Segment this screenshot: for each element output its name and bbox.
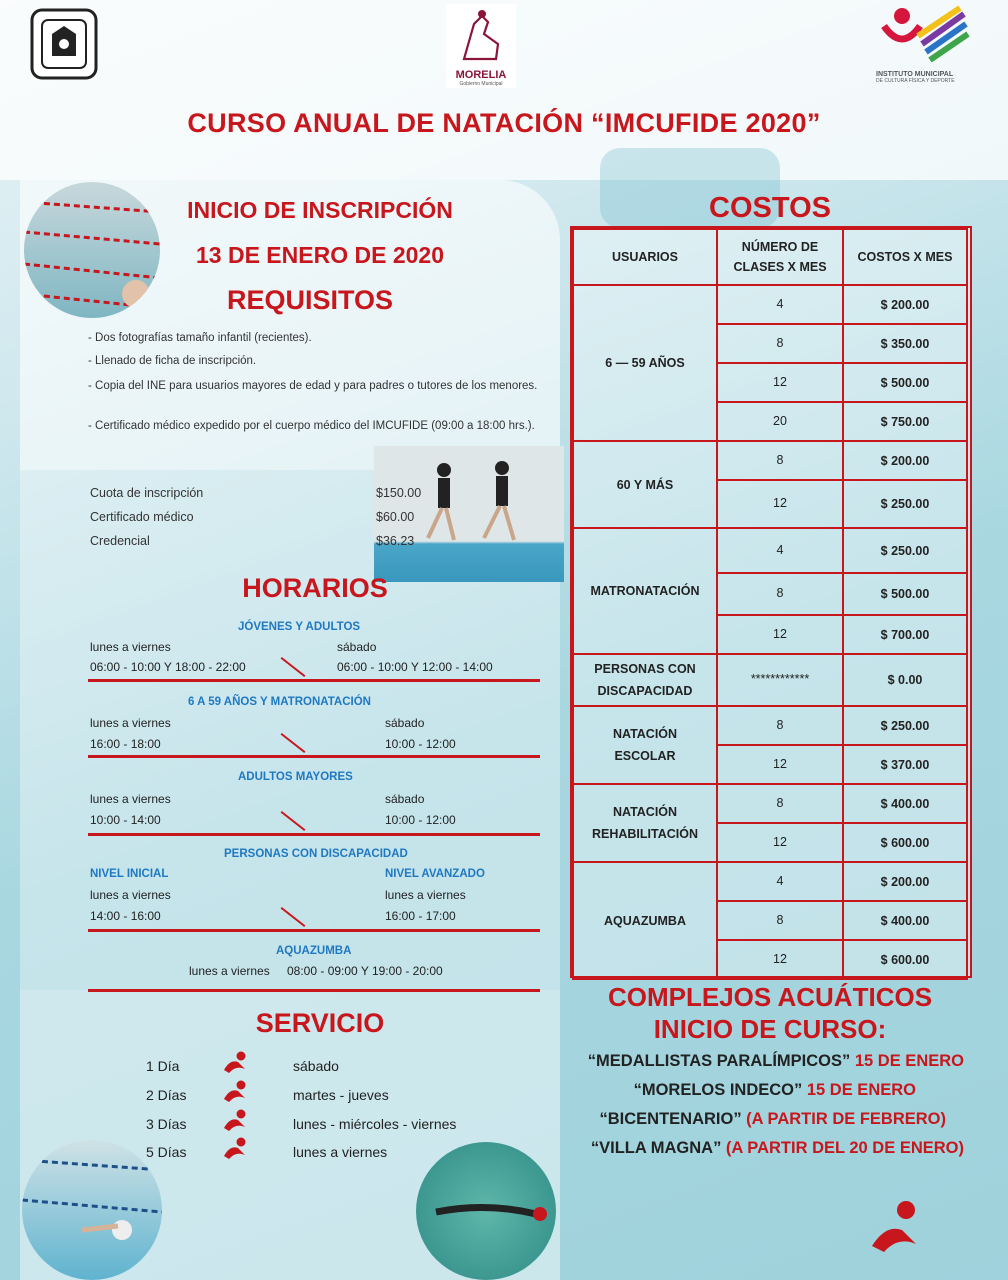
fee-value: $150.00 <box>376 486 422 500</box>
swimmer-logo-icon <box>868 1196 928 1256</box>
cost-column-divider <box>716 705 718 783</box>
requirements-heading: REQUISITOS <box>226 285 394 315</box>
fee-value: $60.00 <box>376 510 415 524</box>
cost-price-cell: $ 500.00 <box>842 362 968 403</box>
cost-table <box>570 226 972 978</box>
divider-line <box>88 989 540 992</box>
cost-classes-cell: 12 <box>716 939 844 980</box>
registration-start-date: 13 DE ENERO DE 2020 <box>195 242 444 268</box>
service-days: 3 Días <box>146 1116 187 1132</box>
complex-item <box>634 1081 916 1100</box>
complex-name: “BICENTENARIO” <box>599 1110 742 1128</box>
cost-price-cell: $ 0.00 <box>842 653 968 707</box>
schedule-weekday-time: 10:00 - 14:00 <box>90 813 161 827</box>
university-seal-logo <box>28 6 100 82</box>
schedule-weekday-label: lunes a viernes <box>90 640 171 654</box>
cost-classes-cell: 4 <box>716 527 844 574</box>
cost-classes-cell: 20 <box>716 401 844 442</box>
cost-user-group-cell: PERSONAS CON DISCAPACIDAD <box>572 653 718 707</box>
schedule-weekday-label: lunes a viernes <box>90 792 171 806</box>
cost-user-group-cell: AQUAZUMBA <box>572 861 718 980</box>
complex-date: (A PARTIR DEL 20 DE ENERO) <box>721 1139 964 1157</box>
cost-classes-cell: ************ <box>716 653 844 707</box>
cost-user-group-cell: NATACIÓN REHABILITACIÓN <box>572 783 718 863</box>
cost-header-users: USUARIOS <box>572 228 718 286</box>
cost-column-divider <box>716 861 718 978</box>
morelia-logo-text: MORELIA <box>455 69 507 81</box>
swimmer-photo-left <box>22 1140 162 1280</box>
cost-user-group-cell: 60 Y MÁS <box>572 440 718 529</box>
divider-line <box>88 755 540 758</box>
service-days: 5 Días <box>146 1144 187 1160</box>
cost-classes-cell: 8 <box>716 440 844 481</box>
cost-column-divider <box>716 440 718 527</box>
cost-user-group-cell: 6 — 59 AÑOS <box>572 284 718 442</box>
service-schedule: martes - jueves <box>293 1087 389 1103</box>
cost-classes-cell: 8 <box>716 900 844 941</box>
cost-price-cell: $ 370.00 <box>842 744 968 785</box>
schedule-group-title: JÓVENES Y ADULTOS <box>238 621 361 633</box>
schedules-heading: HORARIOS <box>242 573 388 603</box>
divider-line <box>88 833 540 836</box>
schedule-weekday-label: lunes a viernes <box>90 716 171 730</box>
course-start-heading: INICIO DE CURSO: <box>653 1014 887 1044</box>
swimmer-icon <box>222 1050 250 1074</box>
registration-start-heading: INICIO DE INSCRIPCIÓN <box>187 197 453 223</box>
cost-price-cell: $ 250.00 <box>842 479 968 529</box>
requirement-item: - Dos fotografías tamaño infantil (recientes). <box>88 332 312 344</box>
page-title: CURSO ANUAL DE NATACIÓN “IMCUFIDE 2020” <box>187 108 821 138</box>
complex-date: (A PARTIR DE FEBRERO) <box>741 1110 946 1128</box>
divider-line <box>88 929 540 932</box>
requirement-item: - Certificado médico expedido por el cuerpo médico del IMCUFIDE (09:00 a 18:00 hrs.). <box>88 420 535 432</box>
costs-heading: COSTOS <box>709 192 831 224</box>
complex-name: “VILLA MAGNA” <box>590 1139 722 1157</box>
complex-name: “MEDALLISTAS PARALÍMPICOS” <box>587 1052 851 1070</box>
cost-classes-cell: 8 <box>716 783 844 824</box>
fee-label: Certificado médico <box>90 510 194 524</box>
complex-item <box>591 1139 964 1158</box>
schedule-saturday-label: sábado <box>385 792 425 806</box>
service-days: 1 Día <box>146 1058 180 1074</box>
schedule-group-title: AQUAZUMBA <box>276 945 352 957</box>
schedule-level-heading: NIVEL INICIAL <box>90 868 169 880</box>
fee-label: Credencial <box>90 534 150 548</box>
cost-classes-cell: 4 <box>716 284 844 325</box>
cost-classes-cell: 12 <box>716 479 844 529</box>
complex-date: 15 DE ENERO <box>850 1052 964 1070</box>
cost-classes-cell: 12 <box>716 822 844 863</box>
cost-price-cell: $ 750.00 <box>842 401 968 442</box>
fee-row <box>90 510 415 524</box>
schedule-weekday-time: 16:00 - 18:00 <box>90 737 161 751</box>
cost-price-cell: $ 400.00 <box>842 900 968 941</box>
divider-line <box>88 679 540 682</box>
fee-row <box>90 534 415 548</box>
cost-column-divider <box>716 653 718 705</box>
cost-price-cell: $ 250.00 <box>842 527 968 574</box>
cost-price-cell: $ 600.00 <box>842 939 968 980</box>
cost-column-divider <box>716 284 718 440</box>
cost-price-cell: $ 400.00 <box>842 783 968 824</box>
service-heading: SERVICIO <box>255 1008 385 1038</box>
cost-classes-cell: 12 <box>716 744 844 785</box>
schedule-weekday-label: lunes a viernes <box>385 888 466 902</box>
complex-item <box>588 1052 964 1071</box>
schedule-group-title: PERSONAS CON DISCAPACIDAD <box>224 848 408 860</box>
cost-column-divider <box>716 783 718 861</box>
cost-classes-cell: 8 <box>716 323 844 364</box>
schedule-weekday-time: 14:00 - 16:00 <box>90 909 161 923</box>
requirement-item: - Llenado de ficha de inscripción. <box>88 355 257 367</box>
cost-price-cell: $ 350.00 <box>842 323 968 364</box>
cost-price-cell: $ 200.00 <box>842 861 968 902</box>
service-days: 2 Días <box>146 1087 187 1103</box>
cost-price-cell: $ 600.00 <box>842 822 968 863</box>
schedule-group-title: 6 A 59 AÑOS Y MATRONATACIÓN <box>188 696 371 708</box>
morelia-logo <box>446 4 516 88</box>
swimmer-icon <box>222 1136 250 1160</box>
cost-header-cost: COSTOS X MES <box>842 228 968 286</box>
schedule-weekday-label: lunes a viernes <box>90 888 171 902</box>
cost-price-cell: $ 700.00 <box>842 614 968 655</box>
cost-classes-cell: 8 <box>716 705 844 746</box>
schedule-weekday-label: lunes a viernes <box>189 964 270 978</box>
schedule-saturday-time: 10:00 - 12:00 <box>385 737 456 751</box>
cost-user-group-cell: NATACIÓN ESCOLAR <box>572 705 718 785</box>
imcufide-logo-text: INSTITUTO MUNICIPAL <box>876 71 954 78</box>
fee-label: Cuota de inscripción <box>90 486 204 500</box>
schedule-weekday-time: 08:00 - 09:00 Y 19:00 - 20:00 <box>287 964 443 978</box>
complex-date: 15 DE ENERO <box>802 1081 916 1099</box>
schedule-weekday-time: 16:00 - 17:00 <box>385 909 456 923</box>
service-schedule: lunes a viernes <box>293 1144 388 1160</box>
imcufide-logo <box>876 4 972 94</box>
cost-classes-cell: 4 <box>716 861 844 902</box>
cost-classes-cell: 12 <box>716 614 844 655</box>
swimmer-icon <box>222 1079 250 1103</box>
service-schedule: sábado <box>293 1058 339 1074</box>
complex-name: “MORELOS INDECO” <box>633 1081 803 1099</box>
morelia-logo-subtext: Gobierno Municipal <box>459 81 503 87</box>
cost-header-classes: NÚMERO DE CLASES X MES <box>716 228 844 286</box>
swimmer-icon <box>222 1108 250 1132</box>
swimmer-photo-right <box>416 1142 556 1280</box>
schedule-saturday-time: 10:00 - 12:00 <box>385 813 456 827</box>
cost-price-cell: $ 500.00 <box>842 572 968 616</box>
schedule-weekday-time: 06:00 - 10:00 Y 18:00 - 22:00 <box>90 660 246 674</box>
pool-lanes-photo <box>24 182 160 318</box>
fee-row <box>90 486 422 500</box>
requirement-item: - Copia del INE para usuarios mayores de edad y para padres o tutores de los menores. <box>88 380 538 392</box>
aquatic-complexes-heading: COMPLEJOS ACUÁTICOS <box>607 982 933 1012</box>
cost-classes-cell: 12 <box>716 362 844 403</box>
fee-value: $36.23 <box>376 534 415 548</box>
cost-price-cell: $ 200.00 <box>842 284 968 325</box>
cost-price-cell: $ 200.00 <box>842 440 968 481</box>
schedule-saturday-label: sábado <box>385 716 425 730</box>
schedule-saturday-time: 06:00 - 10:00 Y 12:00 - 14:00 <box>337 660 493 674</box>
schedule-saturday-label: sábado <box>337 640 377 654</box>
imcufide-logo-subtext: DE CULTURA FÍSICA Y DEPORTE <box>876 78 955 84</box>
cost-column-divider <box>716 527 718 653</box>
schedule-group-title: ADULTOS MAYORES <box>238 771 353 783</box>
service-schedule: lunes - miércoles - viernes <box>293 1116 457 1132</box>
cost-classes-cell: 8 <box>716 572 844 616</box>
complex-item <box>599 1110 946 1129</box>
cost-user-group-cell: MATRONATACIÓN <box>572 527 718 655</box>
schedule-level-heading: NIVEL AVANZADO <box>385 868 485 880</box>
cost-price-cell: $ 250.00 <box>842 705 968 746</box>
